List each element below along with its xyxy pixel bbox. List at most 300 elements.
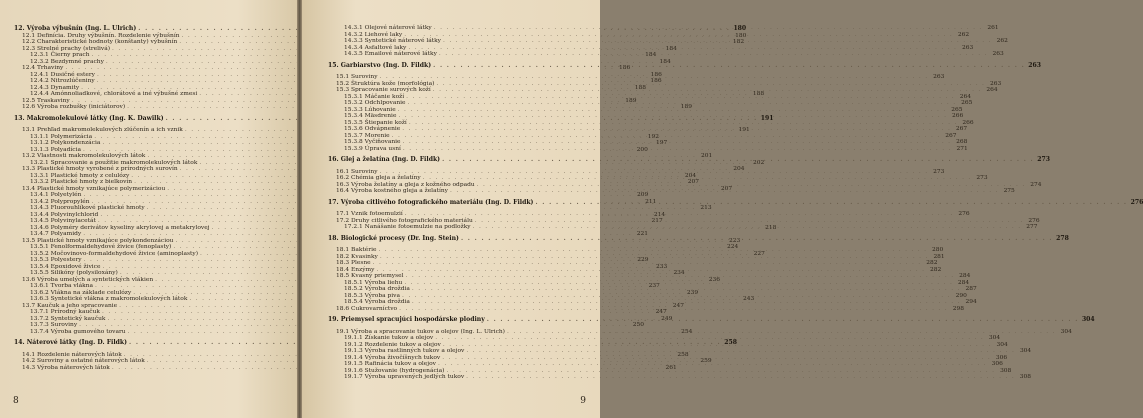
toc-entry-number: 12. bbox=[14, 25, 25, 32]
toc-entry-text: Stužovanie (hydrogenácia) bbox=[364, 367, 445, 374]
toc-page-number: 217 bbox=[651, 218, 663, 224]
toc-page-number: 191 bbox=[738, 127, 750, 133]
dot-leader bbox=[439, 51, 988, 58]
toc-entry-number: 16.2 bbox=[336, 175, 350, 181]
toc-entry-text: Plesne bbox=[351, 260, 371, 266]
toc-entry-number: 12.5 bbox=[22, 97, 36, 104]
toc-entry-text: Liehové laky bbox=[364, 31, 403, 38]
toc-entry-text: Morenie bbox=[364, 132, 390, 139]
toc-entry-title bbox=[30, 329, 126, 336]
toc-page-number: 204 bbox=[684, 172, 697, 179]
toc-entry-number: 18.5.2 bbox=[344, 286, 363, 292]
toc-entry-number: 19. bbox=[328, 316, 339, 323]
toc-entry-number: 14.3 bbox=[22, 364, 36, 371]
toc-page-number: 247 bbox=[672, 302, 684, 309]
toc-entry-text: Olejové náterové látky bbox=[364, 25, 432, 31]
toc-entry-text: Traskaviny bbox=[37, 97, 70, 104]
toc-entry-number: 13.2.1 bbox=[30, 159, 49, 166]
toc-entry-text: Polyvinylacetát bbox=[50, 218, 96, 224]
toc-entry-number: 13.3.1 bbox=[30, 172, 49, 179]
toc-entry-text: Kvasinky bbox=[351, 253, 378, 260]
toc-page-number: 276 bbox=[958, 211, 970, 217]
toc-page-number: 180 bbox=[733, 25, 747, 32]
toc-page-number: 243 bbox=[742, 296, 755, 302]
toc-entry-text: Polyvinylchlorid bbox=[50, 211, 99, 218]
toc-page-number: 207 bbox=[687, 179, 699, 185]
toc-entry-text: Polyestery bbox=[50, 257, 82, 263]
toc-entry-text: Charakteristické hodnoty (konštanty) výbušnín bbox=[37, 39, 178, 45]
toc-entry-text: Máčanie koží bbox=[364, 93, 405, 100]
toc-entry-number: 13.4.6 bbox=[30, 224, 49, 231]
toc-entry-number: 13.4.3 bbox=[30, 205, 49, 211]
toc-entry-text: Trhaviny bbox=[37, 65, 64, 71]
toc-entry-text: Syntetický kaučuk bbox=[50, 315, 106, 322]
toc-page-number: 266 bbox=[962, 119, 974, 126]
toc-page-number: 268 bbox=[956, 139, 968, 145]
toc-entry-number: 13. bbox=[14, 114, 25, 122]
toc-page-number: 233 bbox=[656, 263, 668, 270]
toc-page-number: 263 bbox=[1028, 61, 1042, 69]
toc-page-number: 192 bbox=[647, 133, 660, 140]
dot-leader bbox=[403, 146, 952, 153]
toc-page-number: 261 bbox=[665, 364, 677, 371]
toc-entry-title bbox=[336, 306, 397, 313]
toc-entry-number: 12.4.2 bbox=[30, 78, 49, 84]
toc-entry-text: Silikóny (polysiloxány) bbox=[50, 270, 118, 276]
toc-entry-number: 13.6.1 bbox=[30, 283, 49, 289]
toc-entry-text: Polyadícia bbox=[50, 146, 81, 153]
toc-entry-number: 14. bbox=[14, 339, 25, 346]
toc-page-number: 258 bbox=[677, 351, 689, 358]
toc-page-number: 186 bbox=[650, 78, 662, 84]
toc-entry-number: 19.1 bbox=[336, 328, 350, 335]
toc-page-number: 264 bbox=[986, 87, 998, 93]
toc-entry-text: Prírodný kaučuk bbox=[50, 309, 100, 315]
toc-entry-title bbox=[22, 104, 125, 111]
toc-page-number: 275 bbox=[1003, 188, 1015, 194]
toc-page-number: 298 bbox=[952, 305, 964, 312]
toc-page-number: 180 bbox=[735, 32, 747, 39]
toc-entry-number: 18.1 bbox=[336, 247, 350, 253]
toc-entry-text: Úprava usní bbox=[364, 145, 401, 152]
toc-page-number: 274 bbox=[1030, 181, 1042, 188]
toc-page-number: 237 bbox=[648, 283, 660, 289]
toc-entry-title bbox=[344, 374, 464, 381]
toc-entry-number: 18.6 bbox=[336, 305, 350, 312]
toc-page-number: 308 bbox=[1019, 374, 1031, 380]
toc-entry-text: Spracovanie a použitie makromolekulových látok bbox=[50, 159, 198, 166]
toc-page-number: 271 bbox=[956, 145, 968, 152]
toc-entry-number: 18.5 bbox=[336, 273, 350, 279]
toc-page-number: 273 bbox=[1037, 156, 1050, 163]
toc-page-number: 282 bbox=[930, 266, 942, 273]
toc-page-number: 207 bbox=[720, 185, 733, 192]
dot-leader bbox=[535, 200, 1127, 207]
toc-entry-number: 18.3 bbox=[336, 260, 350, 266]
toc-page-number: 184 bbox=[659, 58, 671, 65]
toc-entry-text: Výroba liehu bbox=[364, 279, 403, 286]
toc-entry-number: 17. bbox=[328, 198, 339, 206]
toc-page-number: 239 bbox=[686, 289, 699, 296]
toc-entry-text: Čierny prach bbox=[50, 52, 90, 58]
toc-entry-number: 13.4 bbox=[22, 185, 36, 192]
toc-page-number: 276 bbox=[1130, 198, 1143, 206]
toc-page-number: 306 bbox=[995, 354, 1008, 361]
toc-entry-text: Emailové náterové látky bbox=[364, 51, 437, 57]
toc-entry-text: Chémia gleja a želatíny bbox=[351, 175, 421, 181]
toc-entry-number: 19.1.2 bbox=[344, 341, 363, 348]
toc-entry-number: 15.3 bbox=[336, 87, 350, 93]
toc-entry-text: Výroba upravených jedlých tukov bbox=[364, 374, 465, 380]
toc-page-number: 211 bbox=[645, 198, 657, 205]
toc-page-number: 281 bbox=[933, 253, 945, 260]
toc-entry-number: 12.4.3 bbox=[30, 84, 49, 91]
toc-entry-text: Priemysel spracujúci hospodárske plodiny bbox=[340, 316, 485, 323]
toc-entry-number: 12.3 bbox=[22, 45, 36, 52]
toc-page-number: 306 bbox=[991, 361, 1003, 367]
toc-entry-text: Močovinovo-formaldehydové živice (aminoplasty) bbox=[50, 250, 199, 257]
toc-entry-number: 13.1.2 bbox=[30, 140, 49, 146]
toc-entry-text: Nanášanie fotoemulzie na podložky bbox=[364, 224, 471, 230]
toc-entry-text: Výroba umelých a syntetických vlákien bbox=[37, 276, 154, 283]
toc-entry-text: Syntetické vlákna z makromolekulových látok bbox=[50, 296, 188, 302]
toc-page-number: 189 bbox=[625, 97, 637, 104]
toc-entry-text: Asfaltové laky bbox=[364, 44, 407, 51]
toc-page-number: 204 bbox=[733, 166, 745, 172]
toc-entry-number: 13.5.4 bbox=[30, 263, 49, 270]
toc-entry-text: Strelné prachy (strelivá) bbox=[37, 45, 111, 52]
toc-page-number: 262 bbox=[957, 31, 970, 38]
toc-entry-title bbox=[328, 236, 459, 243]
toc-entry-number: 18. bbox=[328, 234, 339, 242]
toc-entry-text: Suroviny a ostatné náterových látok bbox=[37, 358, 145, 364]
toc-page-number: 202 bbox=[753, 159, 765, 166]
toc-entry-title bbox=[344, 146, 401, 153]
toc-entry-number: 13.6.3 bbox=[30, 296, 49, 302]
toc-entry-number: 13.4.4 bbox=[30, 211, 49, 218]
toc-entry-number: 13.7.3 bbox=[30, 322, 49, 328]
toc-page-number: 221 bbox=[636, 231, 649, 237]
toc-page-number: 263 bbox=[992, 51, 1004, 57]
dot-leader bbox=[473, 224, 1022, 231]
toc-page-number: 197 bbox=[655, 140, 668, 146]
toc-entry-text: Plastické hmoty vznikajúce polykondenzáciou bbox=[37, 237, 174, 244]
toc-entry-number: 15.3.2 bbox=[344, 100, 363, 106]
toc-entry-text: Suroviny bbox=[351, 74, 378, 80]
toc-entry-number: 12.3.2 bbox=[30, 58, 49, 65]
toc-page-number: 184 bbox=[665, 45, 677, 52]
toc-entry-number: 13.5.3 bbox=[30, 257, 49, 263]
toc-entry-text: Polykondenzácia bbox=[50, 140, 101, 146]
toc-entry-text: Výroba gumového tovaru bbox=[50, 328, 126, 335]
toc-entry-text: Vyčiňovanie bbox=[364, 139, 401, 145]
toc-entry-text: Odchlpovanie bbox=[364, 100, 406, 106]
toc-entry-number: 19.1.3 bbox=[344, 348, 363, 354]
toc-entry-number: 19.1.5 bbox=[344, 361, 363, 367]
toc-page-number: 282 bbox=[926, 260, 938, 266]
toc-entry-title bbox=[336, 188, 448, 195]
toc-entry-number: 14.3.2 bbox=[344, 31, 363, 38]
toc-entry-number: 13.4.7 bbox=[30, 231, 49, 237]
toc-page-number: 227 bbox=[753, 250, 765, 257]
toc-entry-number: 15.3.4 bbox=[344, 113, 363, 119]
toc-page-number: 261 bbox=[987, 25, 999, 31]
toc-entry-text: Výroba rastlinných tukov a olejov bbox=[364, 348, 465, 354]
toc-entry-text: Garbiarstvo (Ing. D. Fildk) bbox=[340, 61, 432, 69]
toc-entry-title bbox=[14, 116, 164, 123]
toc-entry-number: 17.2 bbox=[336, 217, 350, 224]
page-number-left: 8 bbox=[13, 396, 19, 406]
toc-page-number: 224 bbox=[726, 244, 739, 250]
toc-entry-text: Štiepanie koží bbox=[364, 119, 407, 126]
toc-entry-number: 13.3 bbox=[22, 166, 36, 172]
toc-entry-number: 15.3.9 bbox=[344, 145, 363, 152]
toc-page-number: 273 bbox=[976, 175, 988, 181]
toc-entry-number: 18.5.3 bbox=[344, 292, 363, 299]
toc-page-number: 254 bbox=[681, 328, 693, 335]
toc-entry-number: 18.4 bbox=[336, 266, 350, 273]
toc-entry-text: Výroba droždia bbox=[364, 286, 410, 292]
toc-entry-text: Kvasný priemysel bbox=[351, 273, 404, 279]
toc-entry-number: 17.2.1 bbox=[344, 224, 363, 230]
toc-entry-text: Štruktúra kože (morfológia) bbox=[351, 80, 435, 87]
toc-entry-text: Výroba citlivého fotografického materiálu (Ing. D. Fildk) bbox=[340, 198, 534, 206]
toc-entry-text: Definícia. Druhy výbušnín. Rozdelenie výbušnín bbox=[37, 32, 180, 39]
toc-page-number: 284 bbox=[957, 279, 970, 286]
toc-entry-title bbox=[14, 340, 127, 347]
toc-page-number: 294 bbox=[965, 299, 977, 305]
toc-entry-number: 14.3.3 bbox=[344, 38, 363, 44]
toc-entry-text: Glej a želatína (Ing. D. Fildk) bbox=[340, 156, 441, 163]
toc-entry-text: Amónnoliadkové, chlorátové a iné výbušné zmesi bbox=[50, 91, 198, 97]
toc-entry-title bbox=[328, 157, 440, 164]
toc-entry-number: 12.2 bbox=[22, 39, 36, 45]
toc-page-number: 264 bbox=[959, 93, 971, 100]
toc-entry-text: Epoxidové živice bbox=[50, 263, 101, 270]
toc-page-number: 263 bbox=[989, 80, 1002, 87]
toc-entry-text: Rozdelenie tukov a olejov bbox=[364, 341, 441, 348]
toc-entry-text: Bezdymné prachy bbox=[50, 58, 104, 65]
toc-page-number: 278 bbox=[1056, 234, 1069, 242]
toc-page-number: 201 bbox=[700, 153, 713, 159]
toc-entry-number: 16.1 bbox=[336, 168, 350, 175]
toc-entry-number: 19.1.4 bbox=[344, 354, 363, 361]
toc-entry-number: 12.4.1 bbox=[30, 71, 49, 78]
toc-entry-text: Biologické procesy (Dr. Ing. Stein) bbox=[340, 234, 459, 242]
dot-leader bbox=[442, 157, 1034, 164]
toc-entry-text: Plastické hmoty vznikajúce polymerizáciou bbox=[37, 185, 166, 192]
toc-page-number: 290 bbox=[955, 292, 967, 299]
toc-entry-number: 13.7 bbox=[22, 302, 36, 309]
toc-page-number: 263 bbox=[933, 74, 945, 80]
toc-entry-text: Výroba piva bbox=[364, 292, 400, 299]
toc-entry-number: 13.6 bbox=[22, 276, 36, 283]
toc-entry-number: 17.1 bbox=[336, 211, 350, 217]
toc-entry-number: 13.7.2 bbox=[30, 315, 49, 322]
toc-entry-number: 14.3.4 bbox=[344, 44, 363, 51]
toc-entry-text: Nitrozlúčeniny bbox=[50, 78, 95, 84]
toc-entry-number: 14.3.1 bbox=[344, 25, 363, 31]
toc-entry bbox=[328, 374, 1031, 381]
toc-page-number: 200 bbox=[636, 146, 648, 153]
toc-entry-number: 16.3 bbox=[336, 181, 350, 188]
toc-entry-text: Kaučuk a jeho spracovanie bbox=[37, 302, 118, 309]
toc-page-number: 234 bbox=[673, 270, 685, 276]
toc-entry-number: 18.5.1 bbox=[344, 279, 363, 286]
page-number-right: 9 bbox=[580, 396, 586, 406]
toc-entry-title bbox=[328, 317, 485, 324]
toc-page-number: 259 bbox=[700, 358, 712, 364]
toc-entry-title bbox=[328, 200, 533, 207]
toc-entry-number: 13.1.1 bbox=[30, 133, 49, 140]
toc-page-number: 304 bbox=[996, 341, 1008, 348]
dot-leader bbox=[466, 374, 1015, 381]
toc-entry-text: Polymerizácia bbox=[50, 133, 93, 140]
toc-page-number: 218 bbox=[765, 224, 777, 231]
toc-entry-number: 15.3.7 bbox=[344, 132, 363, 139]
toc-page-number: 280 bbox=[932, 247, 944, 253]
toc-page-number: 267 bbox=[955, 126, 968, 132]
toc-page-number: 188 bbox=[634, 84, 646, 91]
toc-entry-text: Výroba rozbušky (iniciátorov) bbox=[37, 104, 126, 110]
toc-entry-number: 13.7.4 bbox=[30, 328, 49, 335]
dot-leader bbox=[399, 306, 948, 313]
toc-entry-number: 13.4.2 bbox=[30, 198, 49, 205]
toc-page-number: 276 bbox=[1028, 217, 1040, 224]
toc-page-number: 249 bbox=[661, 315, 673, 322]
toc-page-number: 304 bbox=[1019, 348, 1032, 354]
toc-page-number: 186 bbox=[618, 65, 631, 71]
toc-entry-text: Získanie tukov a olejov bbox=[364, 335, 434, 341]
dot-leader bbox=[461, 236, 1053, 243]
toc-entry-number: 13.1.3 bbox=[30, 146, 49, 153]
toc-entry-text: Mäsdrenie bbox=[364, 113, 397, 119]
toc-entry-text: Polyetylén bbox=[50, 192, 82, 198]
toc-entry-text: Vlákna na základe celulózy bbox=[50, 289, 132, 296]
toc-entry-number: 13.5 bbox=[22, 237, 36, 244]
toc-entry-number: 16. bbox=[328, 156, 339, 163]
toc-entry-number: 13.4.5 bbox=[30, 218, 49, 224]
toc-page-number: 304 bbox=[988, 335, 1001, 341]
toc-entry-text: Výroba výbušnín (Ing. L. Ulrich) bbox=[26, 25, 137, 32]
toc-entry-number: 18.5.4 bbox=[344, 299, 363, 305]
toc-entry-number: 16.4 bbox=[336, 188, 350, 194]
toc-page-number: 258 bbox=[724, 339, 737, 346]
toc-entry-text: Dynamity bbox=[50, 84, 80, 91]
toc-entry-number: 19.1.6 bbox=[344, 367, 363, 374]
toc-entry-text: Vznik fotoemulzií bbox=[351, 211, 403, 217]
toc-entry-text: Suroviny bbox=[50, 322, 78, 328]
toc-entry-number: 15.1 bbox=[336, 74, 350, 80]
toc-entry-text: Odvápnenie bbox=[364, 126, 401, 132]
toc-entry-text: Syntetické náterové látky bbox=[364, 38, 441, 44]
toc-entry-number: 19.1.1 bbox=[344, 335, 363, 341]
toc-page-number: 191 bbox=[760, 114, 774, 122]
toc-entry-text: Plastické hmoty vyrobené z prírodných surovín bbox=[37, 166, 178, 172]
toc-entry-text: Plastické hmoty z celulózy bbox=[50, 172, 130, 179]
toc-page-number: 214 bbox=[653, 211, 666, 218]
toc-page-number: 263 bbox=[961, 44, 974, 51]
toc-entry-number: 12.3.1 bbox=[30, 52, 49, 58]
toc-entry-text: Výroba kostného gleja a želatíny bbox=[351, 188, 448, 194]
toc-entry-text: Polyméry derivátov kyseliny akrylovej a metakrylovej bbox=[50, 224, 210, 231]
toc-entry-number: 15.3.6 bbox=[344, 126, 363, 132]
toc-entry-number: 14.3.5 bbox=[344, 51, 363, 57]
toc-entry-text: Baktérie bbox=[351, 247, 377, 253]
toc-entry-text: Cukrovarníctvo bbox=[351, 305, 398, 312]
toc-page-number: 265 bbox=[961, 100, 973, 106]
dot-leader bbox=[433, 63, 1025, 70]
toc-entry-title bbox=[328, 63, 431, 70]
toc-entry-number: 14.2 bbox=[22, 358, 36, 364]
toc-entry-number: 13.6.2 bbox=[30, 289, 49, 296]
toc-entry-text: Fenolformaldehydové živice (fenoplasty) bbox=[50, 244, 172, 250]
toc-entry-text: Výroba želatíny a gleja z kožného odpadu bbox=[351, 181, 475, 188]
toc-page-number: 188 bbox=[752, 91, 765, 97]
toc-entry-number: 13.3.2 bbox=[30, 179, 49, 185]
toc-page-number: 229 bbox=[637, 257, 649, 263]
toc-page-number: 262 bbox=[996, 38, 1008, 44]
toc-entry-number: 12.1 bbox=[22, 32, 36, 39]
toc-entry-number: 14.1 bbox=[22, 351, 36, 358]
toc-page-number: 209 bbox=[637, 192, 649, 198]
toc-entry-text: Vlastnosti makromolekulových látok bbox=[37, 153, 146, 159]
toc-page-number: 277 bbox=[1026, 224, 1038, 230]
toc-entry-text: Polyamidy bbox=[50, 231, 82, 237]
toc-entry-number: 15.3.5 bbox=[344, 119, 363, 126]
toc-page-number: 184 bbox=[645, 52, 657, 58]
toc-entry-text: Rozdelenie náterových látok bbox=[37, 351, 122, 358]
toc-entry-text: Polypropylén bbox=[50, 198, 90, 205]
toc-page-number: 287 bbox=[965, 286, 977, 292]
toc-page-number: 223 bbox=[729, 237, 741, 244]
toc-entry-text: Výroba živočíšnych tukov bbox=[364, 354, 441, 361]
toc-page-number: 273 bbox=[933, 168, 945, 175]
toc-page-number: 189 bbox=[680, 104, 692, 110]
toc-entry-number: 12.6 bbox=[22, 104, 36, 110]
toc-page-number: 247 bbox=[655, 309, 667, 315]
toc-entry-number: 19.1.7 bbox=[344, 374, 363, 380]
toc-entry-text: Spracovanie surových koží bbox=[351, 87, 431, 93]
toc-page-number: 213 bbox=[700, 205, 712, 211]
toc-entry-text: Fluorouhlíkové plastické hmoty bbox=[50, 205, 145, 211]
toc-entry-text: Druhy citlivého fotografického materiálu bbox=[351, 217, 473, 224]
toc-entry-text: Enzýmy bbox=[351, 266, 375, 273]
toc-entry-title bbox=[22, 365, 110, 372]
toc-entry-number: 12.4 bbox=[22, 65, 36, 71]
toc-entry-number: 13.1 bbox=[22, 127, 36, 133]
toc-page-number: 266 bbox=[952, 113, 964, 119]
toc-page-number: 250 bbox=[632, 322, 644, 328]
toc-entry-title bbox=[344, 51, 437, 58]
toc-page-number: 186 bbox=[650, 71, 662, 78]
toc-entry-text: Suroviny bbox=[351, 168, 378, 175]
toc-page-number: 182 bbox=[732, 39, 745, 45]
toc-page-number: 267 bbox=[945, 132, 957, 139]
toc-entry-text: Dusičné estery bbox=[50, 71, 96, 78]
dot-leader bbox=[450, 185, 999, 195]
toc-entry-text: Tvorba vlákna bbox=[50, 283, 93, 289]
toc-entry-text: Výroba droždia bbox=[364, 299, 410, 305]
toc-entry-text: Prehľad makromolekulových zlúčenín a ich vznik bbox=[37, 127, 183, 133]
dot-leader bbox=[487, 317, 1079, 324]
toc-page-number: 236 bbox=[708, 276, 720, 283]
toc-entry-number: 13.5.2 bbox=[30, 250, 49, 257]
toc-entry-number: 15.3.1 bbox=[344, 93, 363, 100]
toc-entry-text: Plastické hmoty z bielkovín bbox=[50, 179, 133, 185]
toc-entry-number: 13.5.5 bbox=[30, 270, 49, 276]
toc-entry-text: Výroba náterových látok bbox=[37, 364, 110, 371]
